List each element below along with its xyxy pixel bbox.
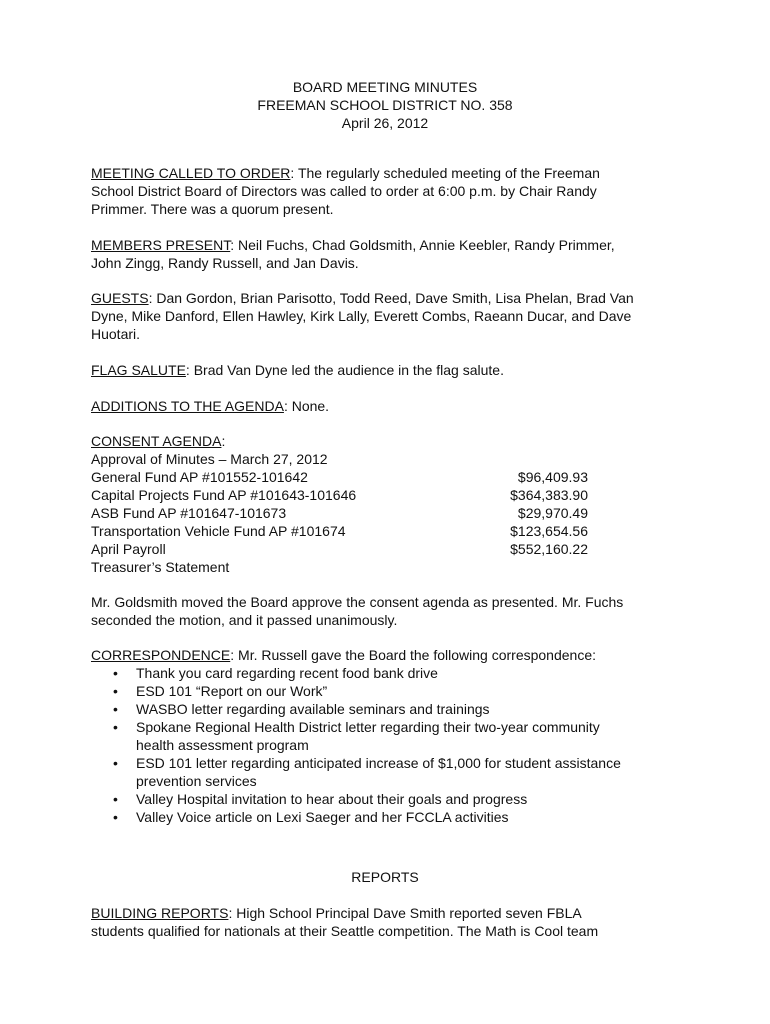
section-text: seconded the motion, and it passed unanimously. [91,612,398,628]
list-item [91,718,691,754]
section-motion [91,593,691,629]
section-label: FLAG SALUTE [91,362,186,378]
bullet-icon: • [113,701,118,717]
header-date: April 26, 2012 [341,115,429,131]
section-guests [91,289,691,343]
list-item [91,682,691,700]
reports-heading: REPORTS [351,869,419,885]
section-label: CONSENT AGENDA [91,433,222,449]
consent-item-amount: $364,383.90 [510,487,588,503]
consent-item-name: ASB Fund AP #101647-101673 [91,505,287,521]
list-item [91,700,691,718]
consent-item-amount: $123,654.56 [510,523,588,539]
consent-item-name: Approval of Minutes – March 27, 2012 [91,451,328,467]
section-called-to-order [91,164,691,218]
section-text: School District Board of Directors was called to order at 6:00 p.m. by Chair Randy [91,183,597,199]
section-colon: : [221,433,226,449]
list-item-text: Valley Voice article on Lexi Saeger and her FCCLA activities [136,809,509,825]
consent-item [91,504,691,522]
section-correspondence [91,646,691,826]
consent-item-name: April Payroll [91,541,166,557]
section-text: Huotari. [91,326,141,342]
consent-item-amount: $29,970.49 [517,505,588,521]
section-flag-salute [91,361,691,379]
list-item [91,808,691,826]
section-label: GUESTS [91,290,149,306]
consent-item-amount: $96,409.93 [517,469,588,485]
consent-item [91,540,691,558]
section-text: : The regularly scheduled meeting of the Freeman [290,165,600,181]
section-text: : None. [283,398,330,414]
section-text: : High School Principal Dave Smith reported seven FBLA [228,905,582,921]
section-label: BUILDING REPORTS [91,905,229,921]
list-item-text: ESD 101 “Report on our Work” [136,683,328,699]
consent-item-name: General Fund AP #101552-101642 [91,469,308,485]
consent-item-name: Treasurer’s Statement [91,559,230,575]
section-text: John Zingg, Randy Russell, and Jan Davis. [91,255,359,271]
section-text: Dyne, Mike Danford, Ellen Hawley, Kirk Lally, Everett Combs, Raeann Ducar, and Dave [91,308,632,324]
section-members-present [91,236,691,272]
bullet-icon: • [113,755,118,771]
bullet-icon: • [113,683,118,699]
section-label: ADDITIONS TO THE AGENDA [91,398,284,414]
consent-item [91,450,691,468]
list-item-text: Valley Hospital invitation to hear about their goals and progress [136,791,528,807]
section-label: MEMBERS PRESENT [91,237,231,253]
section-text: : Neil Fuchs, Chad Goldsmith, Annie Keebler, Randy Primmer, [230,237,615,253]
section-text: Mr. Goldsmith moved the Board approve the consent agenda as presented. Mr. Fuchs [91,594,624,610]
consent-item [91,558,691,576]
list-item-text: prevention services [136,773,257,789]
section-building-reports [91,904,691,940]
section-text: : Brad Van Dyne led the audience in the flag salute. [185,362,504,378]
consent-item [91,486,691,504]
list-item-text: WASBO letter regarding available seminars and trainings [136,701,490,717]
bullet-icon: • [113,719,118,735]
section-label: CORRESPONDENCE [91,647,231,663]
list-item [91,664,691,682]
section-consent-agenda [91,432,691,576]
section-additions [91,397,691,415]
list-item-text: Spokane Regional Health District letter regarding their two-year community [136,719,600,735]
list-item [91,790,691,808]
correspondence-list [91,664,691,826]
document-header [0,78,770,132]
list-item-text: ESD 101 letter regarding anticipated increase of $1,000 for student assistance [136,755,621,771]
consent-item-amount: $552,160.22 [510,541,588,557]
bullet-icon: • [113,791,118,807]
consent-item-name: Capital Projects Fund AP #101643-101646 [91,487,357,503]
consent-item [91,468,691,486]
bullet-icon: • [113,809,118,825]
list-item-text: Thank you card regarding recent food bank drive [136,665,438,681]
consent-item [91,522,691,540]
section-text: : Dan Gordon, Brian Parisotto, Todd Reed, Dave Smith, Lisa Phelan, Brad Van [148,290,634,306]
section-text: : Mr. Russell gave the Board the following correspondence: [230,647,597,663]
section-text: Primmer. There was a quorum present. [91,201,334,217]
list-item-text: health assessment program [136,737,309,753]
list-item [91,754,691,790]
section-label: MEETING CALLED TO ORDER [91,165,291,181]
header-district: FREEMAN SCHOOL DISTRICT NO. 358 [257,97,513,113]
header-title: BOARD MEETING MINUTES [292,79,478,95]
consent-item-name: Transportation Vehicle Fund AP #101674 [91,523,346,539]
section-text: students qualified for nationals at their Seattle competition. The Math is Cool team [91,923,599,939]
bullet-icon: • [113,665,118,681]
